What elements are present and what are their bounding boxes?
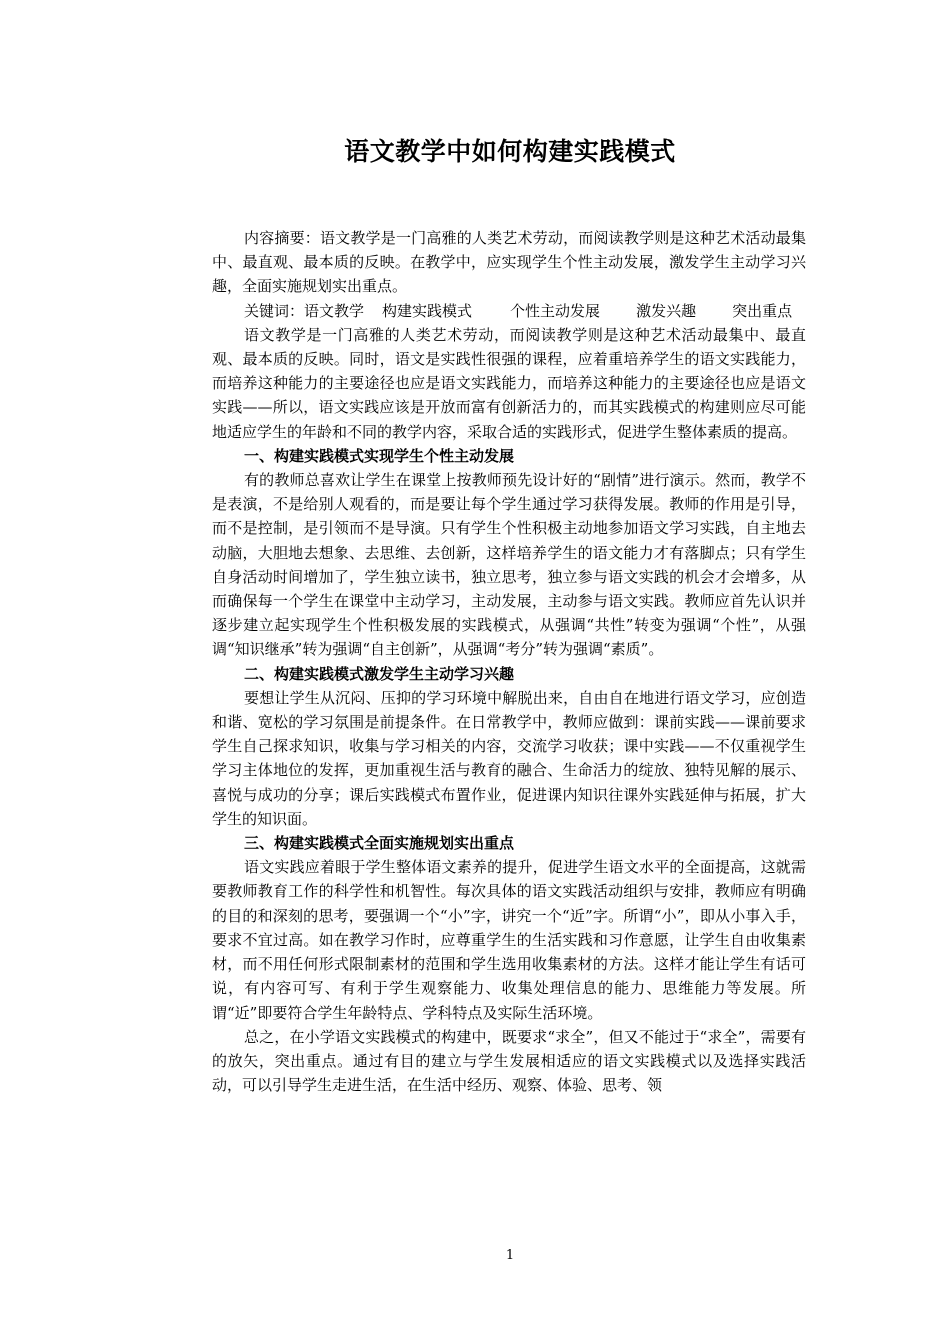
- abstract-paragraph: 内容摘要：语文教学是一门高雅的人类艺术劳动，而阅读教学则是这种艺术活动最集中、最直观、最本质的反映。在教学中，应实现学生个性主动发展，激发学生主动学习兴趣，全面实施规划实出重点。: [212, 229, 806, 296]
- keyword: 激发兴趣: [636, 301, 697, 320]
- section-paragraph: 语文实践应着眼于学生整体语文素养的提升，促进学生语文水平的全面提高，这就需要教师教育工作的科学性和机智性。每次具体的语文实践活动组织与安排，教师应有明确的目的和深刻的思考，要强调一个“小”字，讲究一个“近”字。所谓“小”，即从小事入手，要求不宜过高。如在教学习作时，应尊重学生的生活实践和习作意愿，让学生自由收集素材，而不用任何形式限制素材的范围和学生选用收集素材的方法。这样才能让学生有话可说，有内容可写、有利于学生观察能力、收集处理信息的能力、思维能力等发展。所谓“近”即要符合学生年龄特点、学科特点及实际生活环境。: [212, 858, 806, 1022]
- section-paragraph: 有的教师总喜欢让学生在课堂上按教师预先设计好的“剧情”进行演示。然而，教学不是表演，不是给别人观看的，而是要让每个学生通过学习获得发展。教师的作用是引导，而不是控制，是引领而不是导演。只有学生个性积极主动地参加语文学习实践，自主地去动脑，大胆地去想象、去思维、去创新，这样培养学生的语文能力才有落脚点；只有学生自身活动时间增加了，学生独立读书，独立思考，独立参与语文实践的机会才会增多，从而确保每一个学生在课堂中主动学习，主动发展，主动参与语文实践。教师应首先认识并逐步建立起实现学生个性积极发展的实践模式，从强调“共性”转变为强调“个性”，从强调“知识继承”转为强调“自主创新”，从强调“考分”转为强调“素质”。: [212, 471, 806, 659]
- section-heading: 二、构建实践模式激发学生主动学习兴趣: [244, 664, 515, 683]
- section-paragraph: 要想让学生从沉闷、压抑的学习环境中解脱出来，自由自在地进行语文学习，应创造和谐、宽松的学习氛围是前提条件。在日常教学中，教师应做到：课前实践——课前要求学生自己探求知识，收集与学习相关的内容，交流学习收获；课中实践——不仅重视学生学习主体地位的发挥，更加重视生活与教育的融合、生命活力的绽放、独特见解的展示、喜悦与成功的分享；课后实践模式布置作业，促进课内知识往课外实践延伸与拓展，扩大学生的知识面。: [212, 688, 806, 828]
- keyword: 个性主动发展: [510, 301, 601, 320]
- page-number: 1: [505, 1248, 515, 1263]
- section-heading: 三、构建实践模式全面实施规划实出重点: [244, 834, 515, 853]
- document-title: 语文教学中如何构建实践模式: [344, 137, 676, 166]
- keywords-label: 关键词：: [244, 301, 305, 320]
- keywords-line: [212, 299, 806, 323]
- section-heading: 一、构建实践模式实现学生个性主动发展: [244, 446, 515, 465]
- keyword: 语文教学: [304, 301, 365, 320]
- keyword: 构建实践模式: [382, 301, 473, 320]
- intro-paragraph: 语文教学是一门高雅的人类艺术劳动，而阅读教学则是这种艺术活动最集中、最直观、最本质的反映。同时，语文是实践性很强的课程，应着重培养学生的语文实践能力，而培养这种能力的主要途径也应是语文实践能力，而培养这种能力的主要途径也应是语文实践——所以，语文实践应该是开放而富有创新活力的，而其实践模式的构建则应尽可能地适应学生的年龄和不同的教学内容，采取合适的实践形式，促进学生整体素质的提高。: [212, 325, 806, 441]
- keyword: 突出重点: [732, 301, 793, 320]
- document-body: [212, 226, 806, 1097]
- conclusion-paragraph: 总之，在小学语文实践模式的构建中，既要求“求全”，但又不能过于“求全”，需要有的放矢，突出重点。通过有目的建立与学生发展相适应的语文实践模式以及选择实践活动，可以引导学生走进生活，在生活中经历、观察、体验、思考、领: [212, 1027, 806, 1095]
